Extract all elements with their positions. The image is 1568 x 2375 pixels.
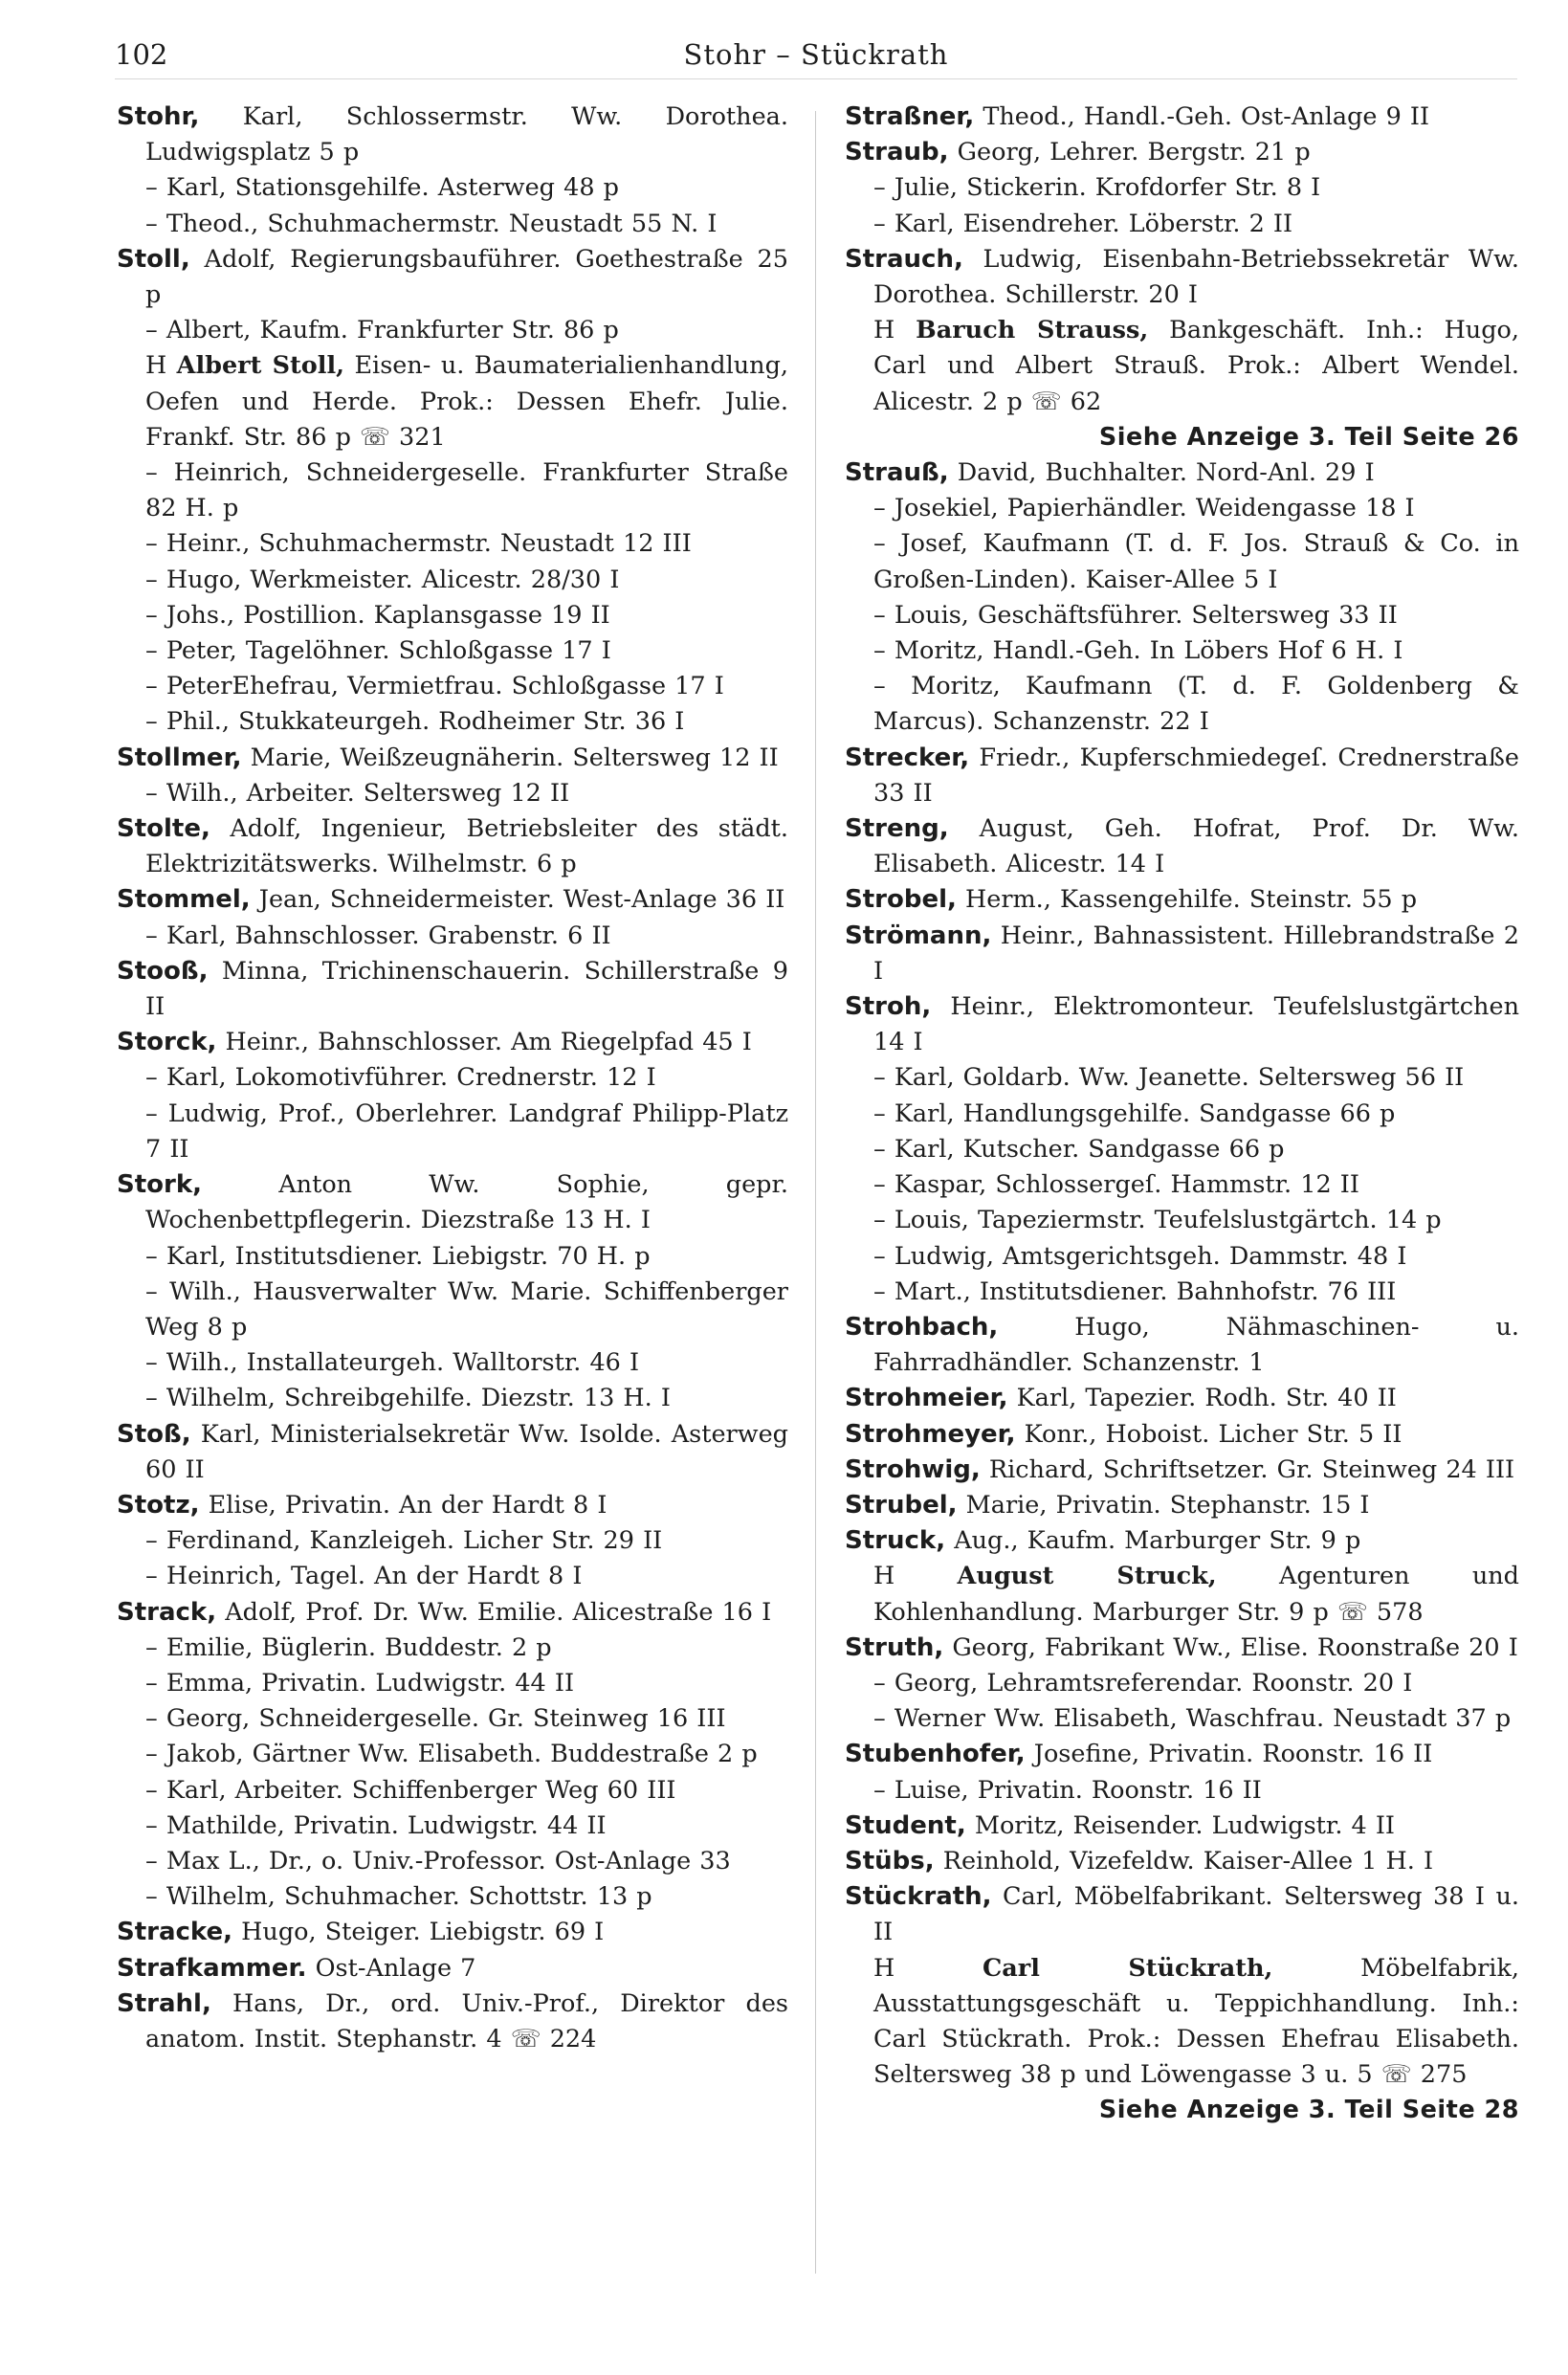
entry-details: Adolf, Regierungsbauführer. Goethestraße 25 p xyxy=(145,244,789,310)
entry-details: Georg, Lehrer. Bergstr. 21 p xyxy=(957,138,1311,167)
header-rule xyxy=(115,78,1517,79)
sub-entry: – Louis, Geschäftsführer. Seltersweg 33 II xyxy=(873,600,1398,630)
directory-entry xyxy=(117,100,788,170)
sub-entry: – Karl, Goldarb. Ww. Jeanette. Seltersweg 56 II xyxy=(873,1063,1465,1093)
sub-entry: – Max L., Dr., o. Univ.-Professor. Ost-Anlage 33 xyxy=(145,1846,731,1876)
sub-entry: – Albert, Kaufm. Frankfurter Str. 86 p xyxy=(145,316,619,345)
directory-entry xyxy=(845,811,1519,882)
entry-details: Hugo, Steiger. Liebigstr. 69 I xyxy=(241,1918,605,1947)
sub-entry: – Heinrich, Tagel. An der Hardt 8 I xyxy=(145,1562,583,1591)
directory-entry xyxy=(845,1417,1519,1453)
entry-details: Richard, Schriftsetzer. Gr. Steinweg 24 III xyxy=(988,1454,1515,1484)
directory-entry xyxy=(117,1025,788,1060)
sub-entry: – Wilh., Arbeiter. Seltersweg 12 II xyxy=(145,778,570,808)
firm-entry xyxy=(845,1951,1519,2094)
entry-details: August, Geh. Hofrat, Prof. Dr. Ww. Elisabeth. Alicestr. 14 I xyxy=(873,814,1519,879)
entry-surname: Stubenhofer, xyxy=(845,1740,1026,1769)
sub-entry: – Karl, Kutscher. Sandgasse 66 p xyxy=(873,1134,1285,1164)
firm-details: Bankgeschäft. Inh.: Hugo, Carl und Albert Strauß. Prok.: Albert Wendel. Alicestr. 2 p ☏ 62 xyxy=(873,316,1520,416)
entry-surname: Strohmeier, xyxy=(845,1384,1008,1413)
sub-entry: – Wilh., Hausverwalter Ww. Marie. Schiffenberger Weg 8 p xyxy=(145,1276,788,1342)
firm-details: Möbelfabrik, Ausstattungsgeschäft u. Teppichhandlung. Inh.: Carl Stückrath. Prok.: Dessen Ehefrau Elisabeth. Seltersweg 38 p und Löwengasse 3 u. 5 ☏ 275 xyxy=(873,1953,1520,2090)
left-column xyxy=(117,100,788,2057)
directory-entry xyxy=(845,1737,1519,1772)
entry-surname: Stooß, xyxy=(117,956,209,986)
entry-details: Carl, Möbelfabrikant. Seltersweg 38 I u. II xyxy=(873,1882,1519,1947)
entry-details: Adolf, Ingenieur, Betriebsleiter des städt. Elektrizitätswerks. Wilhelmstr. 6 p xyxy=(145,814,788,879)
entry-details: Marie, Privatin. Stephanstr. 15 I xyxy=(965,1490,1370,1520)
entry-details: Karl, Ministerialsekretär Ww. Isolde. Asterweg 60 II xyxy=(145,1419,788,1484)
entry-details: Moritz, Reisender. Ludwigstr. 4 II xyxy=(974,1810,1395,1840)
sub-entry: – Phil., Stukkateurgeh. Rodheimer Str. 36 I xyxy=(145,707,685,737)
entry-surname: Stroh, xyxy=(845,992,932,1022)
sub-entry: – Emilie, Büglerin. Buddestr. 2 p xyxy=(145,1632,552,1662)
firm-prefix: H xyxy=(873,316,895,345)
firm-entry xyxy=(845,313,1519,420)
sub-entry: – Wilhelm, Schuhmacher. Schottstr. 13 p xyxy=(145,1882,652,1912)
sub-entry: – Karl, Lokomotivführer. Crednerstr. 12 I xyxy=(145,1063,656,1093)
entry-surname: Stotz, xyxy=(117,1490,200,1520)
entry-details: Konr., Hoboist. Licher Str. 5 II xyxy=(1024,1419,1402,1449)
firm-name: Baruch Strauss, xyxy=(916,316,1149,345)
entry-details: Herm., Kassengehilfe. Steinstr. 55 p xyxy=(964,885,1418,915)
entry-details: Hans, Dr., ord. Univ.-Prof., Direktor des anatom. Instit. Stephanstr. 4 ☏ 224 xyxy=(145,1988,789,2053)
entry-surname: Strobel, xyxy=(845,885,957,915)
entry-details: Ludwig, Eisenbahn-Betriebssekretär Ww. Dorothea. Schillerstr. 20 I xyxy=(873,244,1519,310)
entry-surname: Straub, xyxy=(845,138,949,167)
sub-entry: – Louis, Tapeziermstr. Teufelslustgärtch. 14 p xyxy=(873,1206,1442,1235)
column-divider xyxy=(815,111,816,2274)
entry-details: Friedr., Kupferschmiedegeſ. Crednerstraße 33 II xyxy=(873,743,1519,808)
right-column xyxy=(845,100,1519,2129)
entry-details: Anton Ww. Sophie, gepr. Wochenbettpflegerin. Diezstraße 13 H. I xyxy=(145,1170,788,1235)
entry-surname: Stollmer, xyxy=(117,743,242,772)
entry-details: Marie, Weißzeugnäherin. Seltersweg 12 II xyxy=(250,743,779,772)
directory-entry xyxy=(117,811,788,882)
directory-entry xyxy=(845,1453,1519,1488)
sub-entry: – Peter, Tagelöhner. Schloßgasse 17 I xyxy=(145,636,611,666)
directory-entry xyxy=(117,1951,788,1987)
directory-entry xyxy=(845,135,1519,170)
directory-entry xyxy=(117,954,788,1025)
entry-surname: Storck, xyxy=(117,1028,217,1057)
entry-details: Adolf, Prof. Dr. Ww. Emilie. Alicestraße 16 I xyxy=(225,1597,772,1627)
entry-details: Georg, Fabrikant Ww., Elise. Roonstraße 20 I xyxy=(952,1632,1518,1662)
entry-details: Theod., Handl.-Geh. Ost-Anlage 9 II xyxy=(983,102,1430,131)
entry-surname: Strubel, xyxy=(845,1490,958,1520)
entry-surname: Strauch, xyxy=(845,244,963,274)
entry-surname: Stückrath, xyxy=(845,1882,992,1912)
entry-surname: Stracke, xyxy=(117,1918,233,1947)
entry-details: Karl, Tapezier. Rodh. Str. 40 II xyxy=(1016,1384,1397,1413)
entry-details: Aug., Kaufm. Marburger Str. 9 p xyxy=(954,1526,1361,1556)
entry-details: Josefine, Privatin. Roonstr. 16 II xyxy=(1033,1740,1433,1769)
directory-entry xyxy=(845,1381,1519,1416)
entry-surname: Strecker, xyxy=(845,743,970,772)
directory-entry xyxy=(117,1167,788,1238)
firm-name: Carl Stückrath, xyxy=(982,1953,1273,1983)
entry-surname: Stommel, xyxy=(117,885,251,915)
sub-entry: – Julie, Stickerin. Krofdorfer Str. 8 I xyxy=(873,173,1321,203)
firm-entry xyxy=(845,1559,1519,1630)
entry-details: Minna, Trichinenschauerin. Schillerstraße 9 II xyxy=(145,956,789,1022)
entry-details: Hugo, Nähmaschinen- u. Fahrradhändler. Schanzenstr. 1 xyxy=(873,1312,1519,1378)
sub-entry: – Heinr., Schuhmachermstr. Neustadt 12 III xyxy=(145,529,692,559)
entry-surname: Strohbach, xyxy=(845,1312,999,1342)
entry-surname: Stoß, xyxy=(117,1419,191,1449)
entry-surname: Straßner, xyxy=(845,102,975,131)
sub-entry: – Ludwig, Amtsgerichtsgeh. Dammstr. 48 I xyxy=(873,1241,1407,1271)
directory-entry xyxy=(845,1809,1519,1844)
entry-surname: Struth, xyxy=(845,1632,944,1662)
directory-entry xyxy=(117,1595,788,1631)
entry-surname: Strahl, xyxy=(117,1988,211,2018)
firm-prefix: H xyxy=(873,1953,895,1983)
directory-entry xyxy=(845,1844,1519,1879)
firm-prefix: H xyxy=(873,1562,895,1591)
sub-entry: – Mathilde, Privatin. Ludwigstr. 44 II xyxy=(145,1810,607,1840)
sub-entry: – Johs., Postillion. Kaplansgasse 19 II xyxy=(145,600,610,630)
directory-entry xyxy=(845,882,1519,918)
directory-entry xyxy=(117,242,788,313)
entry-details: Heinr., Elektromonteur. Teufelslustgärtchen 14 I xyxy=(873,992,1519,1057)
directory-entry xyxy=(117,882,788,918)
entry-details: Ost-Anlage 7 xyxy=(315,1953,476,1983)
sub-entry: – Kaspar, Schlossergeſ. Hammstr. 12 II xyxy=(873,1170,1359,1200)
entry-surname: Strohmeyer, xyxy=(845,1419,1016,1449)
sub-entry: – Moritz, Kaufmann (T. d. F. Goldenberg & Marcus). Schanzenstr. 22 I xyxy=(873,672,1519,737)
entry-surname: Streng, xyxy=(845,814,949,844)
sub-entry: – Georg, Lehramtsreferendar. Roonstr. 20 I xyxy=(873,1668,1413,1698)
directory-entry xyxy=(845,989,1519,1060)
sub-entry: – Karl, Institutsdiener. Liebigstr. 70 H. p xyxy=(145,1241,651,1271)
firm-name: August Struck, xyxy=(957,1562,1217,1591)
directory-entry xyxy=(117,1987,788,2057)
sub-entry: – Karl, Handlungsgehilfe. Sandgasse 66 p xyxy=(873,1099,1396,1128)
entry-details: Jean, Schneidermeister. West-Anlage 36 II xyxy=(258,885,785,915)
entry-surname: Struck, xyxy=(845,1526,946,1556)
directory-entry xyxy=(117,741,788,776)
sub-entry: – Karl, Stationsgehilfe. Asterweg 48 p xyxy=(145,173,619,203)
sub-entry: – Jakob, Gärtner Ww. Elisabeth. Buddestraße 2 p xyxy=(145,1740,758,1769)
directory-entry xyxy=(845,1310,1519,1381)
sub-entry: – PeterEhefrau, Vermietfrau. Schloßgasse 17 I xyxy=(145,672,724,701)
sub-entry: – Wilhelm, Schreibgehilfe. Diezstr. 13 H. I xyxy=(145,1384,671,1413)
directory-entry xyxy=(845,1523,1519,1559)
entry-details: Heinr., Bahnschlosser. Am Riegelpfad 45 I xyxy=(225,1028,752,1057)
running-head: Stohr – Stückrath xyxy=(683,38,949,71)
sub-entry: – Ferdinand, Kanzleigeh. Licher Str. 29 II xyxy=(145,1526,663,1556)
sub-entry: – Moritz, Handl.-Geh. In Löbers Hof 6 H. I xyxy=(873,636,1403,666)
directory-entry xyxy=(845,919,1519,989)
sub-entry: – Hugo, Werkmeister. Alicestr. 28/30 I xyxy=(145,565,620,594)
directory-entry xyxy=(117,1417,788,1488)
firm-entry xyxy=(117,348,788,455)
firm-details: Agenturen und Kohlenhandlung. Marburger Str. 9 p ☏ 578 xyxy=(873,1562,1520,1627)
sub-entry: – Karl, Arbeiter. Schiffenberger Weg 60 III xyxy=(145,1775,676,1805)
advertisement-reference: Siehe Anzeige 3. Teil Seite 26 xyxy=(1098,422,1519,452)
directory-entry xyxy=(845,1488,1519,1523)
entry-details: David, Buchhalter. Nord-Anl. 29 I xyxy=(957,458,1375,488)
sub-entry: – Karl, Bahnschlosser. Grabenstr. 6 II xyxy=(145,921,611,950)
directory-entry xyxy=(845,100,1519,135)
entry-details: Karl, Schlossermstr. Ww. Dorothea. Ludwigsplatz 5 p xyxy=(145,102,788,167)
directory-entry xyxy=(845,741,1519,811)
entry-surname: Strohwig, xyxy=(845,1454,981,1484)
sub-entry: – Karl, Eisendreher. Löberstr. 2 II xyxy=(873,209,1293,238)
directory-entry xyxy=(845,242,1519,313)
entry-surname: Stoll, xyxy=(117,244,190,274)
sub-entry: – Ludwig, Prof., Oberlehrer. Landgraf Philipp-Platz 7 II xyxy=(145,1099,788,1164)
entry-surname: Stork, xyxy=(117,1170,203,1200)
directory-entry xyxy=(845,455,1519,491)
page-header xyxy=(115,38,1517,77)
entry-surname: Strauß, xyxy=(845,458,949,488)
sub-entry: – Josef, Kaufmann (T. d. F. Jos. Strauß & Co. in Großen-Linden). Kaiser-Allee 5 I xyxy=(873,529,1519,594)
sub-entry: – Werner Ww. Elisabeth, Waschfrau. Neustadt 37 p xyxy=(873,1704,1512,1734)
firm-details: Eisen- u. Baumaterialienhandlung, Oefen und Herde. Prok.: Dessen Ehefr. Julie. Frankf. Str. 86 p ☏ 321 xyxy=(145,351,789,452)
sub-entry: – Heinrich, Schneidergeselle. Frankfurter Straße 82 H. p xyxy=(145,458,788,523)
entry-surname: Student, xyxy=(845,1810,966,1840)
sub-entry: – Georg, Schneidergeselle. Gr. Steinweg 16 III xyxy=(145,1704,726,1734)
sub-entry: – Mart., Institutsdiener. Bahnhofstr. 76 III xyxy=(873,1276,1397,1306)
entry-details: Heinr., Bahnassistent. Hillebrandstraße 2 I xyxy=(873,921,1519,986)
directory-entry xyxy=(845,1879,1519,1950)
entry-surname: Stohr, xyxy=(117,102,200,131)
entry-details: Reinhold, Vizefeldw. Kaiser-Allee 1 H. I xyxy=(942,1846,1434,1876)
page-number: 102 xyxy=(115,38,168,71)
sub-entry: – Wilh., Installateurgeh. Walltorstr. 46 I xyxy=(145,1348,640,1378)
sub-entry: – Emma, Privatin. Ludwigstr. 44 II xyxy=(145,1668,575,1698)
firm-prefix: H xyxy=(145,351,167,381)
sub-entry: – Luise, Privatin. Roonstr. 16 II xyxy=(873,1775,1262,1805)
entry-surname: Stübs, xyxy=(845,1846,935,1876)
sub-entry: – Theod., Schuhmachermstr. Neustadt 55 N. I xyxy=(145,209,718,238)
sub-entry: – Josekiel, Papierhändler. Weidengasse 18 I xyxy=(873,494,1415,523)
entry-surname: Strack, xyxy=(117,1597,217,1627)
entry-surname: Stolte, xyxy=(117,814,210,844)
directory-entry xyxy=(117,1915,788,1950)
directory-entry xyxy=(117,1488,788,1523)
firm-name: Albert Stoll, xyxy=(176,351,345,381)
entry-details: Elise, Privatin. An der Hardt 8 I xyxy=(208,1490,607,1520)
entry-surname: Strömann, xyxy=(845,921,992,950)
entry-surname: Strafkammer. xyxy=(117,1953,307,1983)
advertisement-reference: Siehe Anzeige 3. Teil Seite 28 xyxy=(1098,2096,1519,2125)
directory-entry xyxy=(845,1631,1519,1666)
